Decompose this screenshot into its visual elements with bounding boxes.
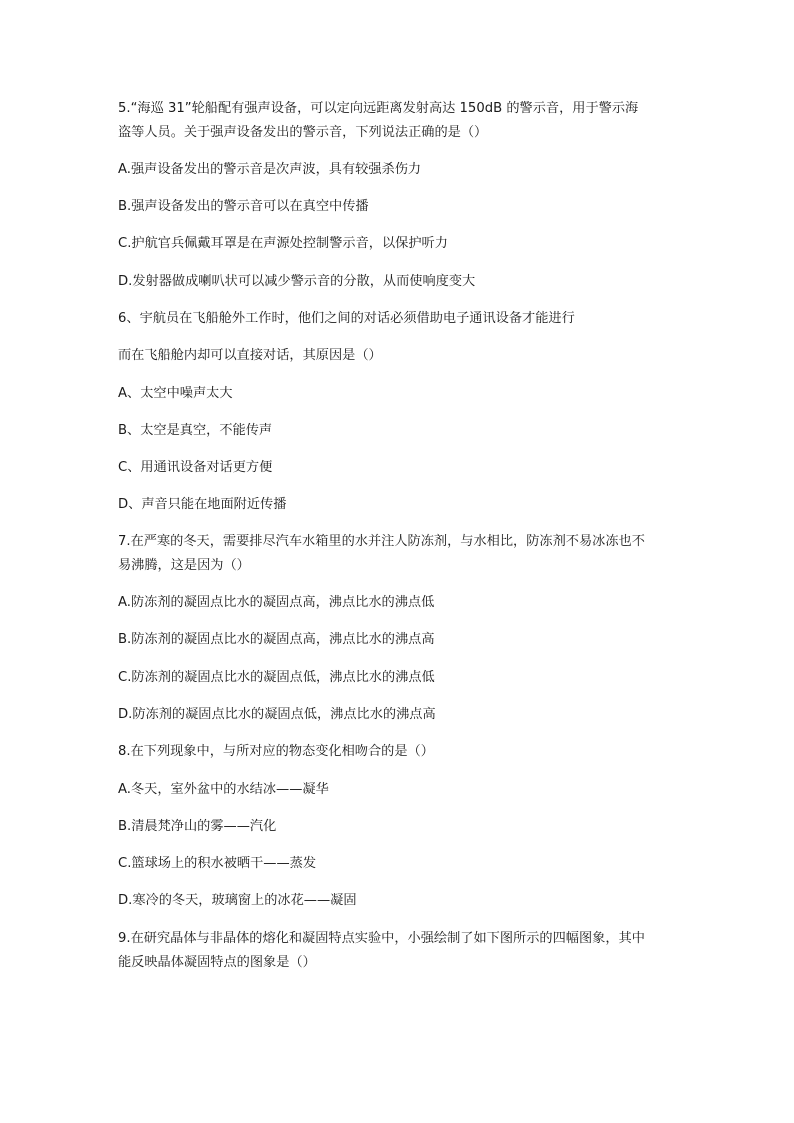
q7-stem-line-2: 易沸腾，这是因为（）	[118, 558, 250, 573]
q5-option-b: B.强声设备发出的警示音可以在真空中传播	[118, 199, 369, 214]
q5-stem-line-1: 5.“海巡 31”轮船配有强声设备，可以定向远距离发射高达 150dB 的警示音，用于警示海	[118, 101, 639, 116]
q6-stem-line-2: 而在飞船舱内却可以直接对话，其原因是（）	[118, 348, 382, 363]
q5-stem-line-2: 盗等人员。关于强声设备发出的警示音，下列说法正确的是（）	[118, 125, 488, 140]
q6-stem-line-1: 6、宇航员在飞船舱外工作时，他们之间的对话必须借助电子通讯设备才能进行	[118, 311, 575, 326]
q6-option-a: A、太空中噪声太大	[118, 386, 233, 401]
q8-option-b: B.清晨梵净山的雾——汽化	[118, 819, 277, 834]
q8-option-d: D.寒冷的冬天，玻璃窗上的冰花——凝固	[118, 893, 357, 908]
q8-option-a: A.冬天，室外盆中的水结冰——凝华	[118, 782, 329, 797]
q9-stem-line-1: 9.在研究晶体与非晶体的熔化和凝固特点实验中，小强绘制了如下图所示的四幅图象，其中	[118, 931, 645, 946]
q7-option-b: B.防冻剂的凝固点比水的凝固点高，沸点比水的沸点高	[118, 632, 435, 647]
q5-option-a: A.强声设备发出的警示音是次声波，具有较强杀伤力	[118, 162, 422, 177]
q9-stem-line-2: 能反映晶体凝固特点的图象是（）	[118, 955, 316, 970]
q6-option-b: B、太空是真空，不能传声	[118, 423, 273, 438]
q6-option-c: C、用通讯设备对话更方便	[118, 460, 273, 475]
q8-stem-line-1: 8.在下列现象中，与所对应的物态变化相吻合的是（）	[118, 744, 434, 759]
q7-option-d: D.防冻剂的凝固点比水的凝固点低，沸点比水的沸点高	[118, 707, 436, 722]
q7-option-a: A.防冻剂的凝固点比水的凝固点高，沸点比水的沸点低	[118, 595, 435, 610]
q7-option-c: C.防冻剂的凝固点比水的凝固点低，沸点比水的沸点低	[118, 670, 435, 685]
q7-stem-line-1: 7.在严寒的冬天，需要排尽汽车水箱里的水并注人防冻剂，与水相比，防冻剂不易冰冻也不	[118, 534, 645, 549]
q8-option-c: C.篮球场上的积水被晒干——蒸发	[118, 856, 317, 871]
q6-option-d: D、声音只能在地面附近传播	[118, 497, 287, 512]
q5-option-c: C.护航官兵佩戴耳罩是在声源处控制警示音，以保护听力	[118, 236, 448, 251]
q5-option-d: D.发射器做成喇叭状可以减少警示音的分散，从而使响度变大	[118, 274, 476, 289]
